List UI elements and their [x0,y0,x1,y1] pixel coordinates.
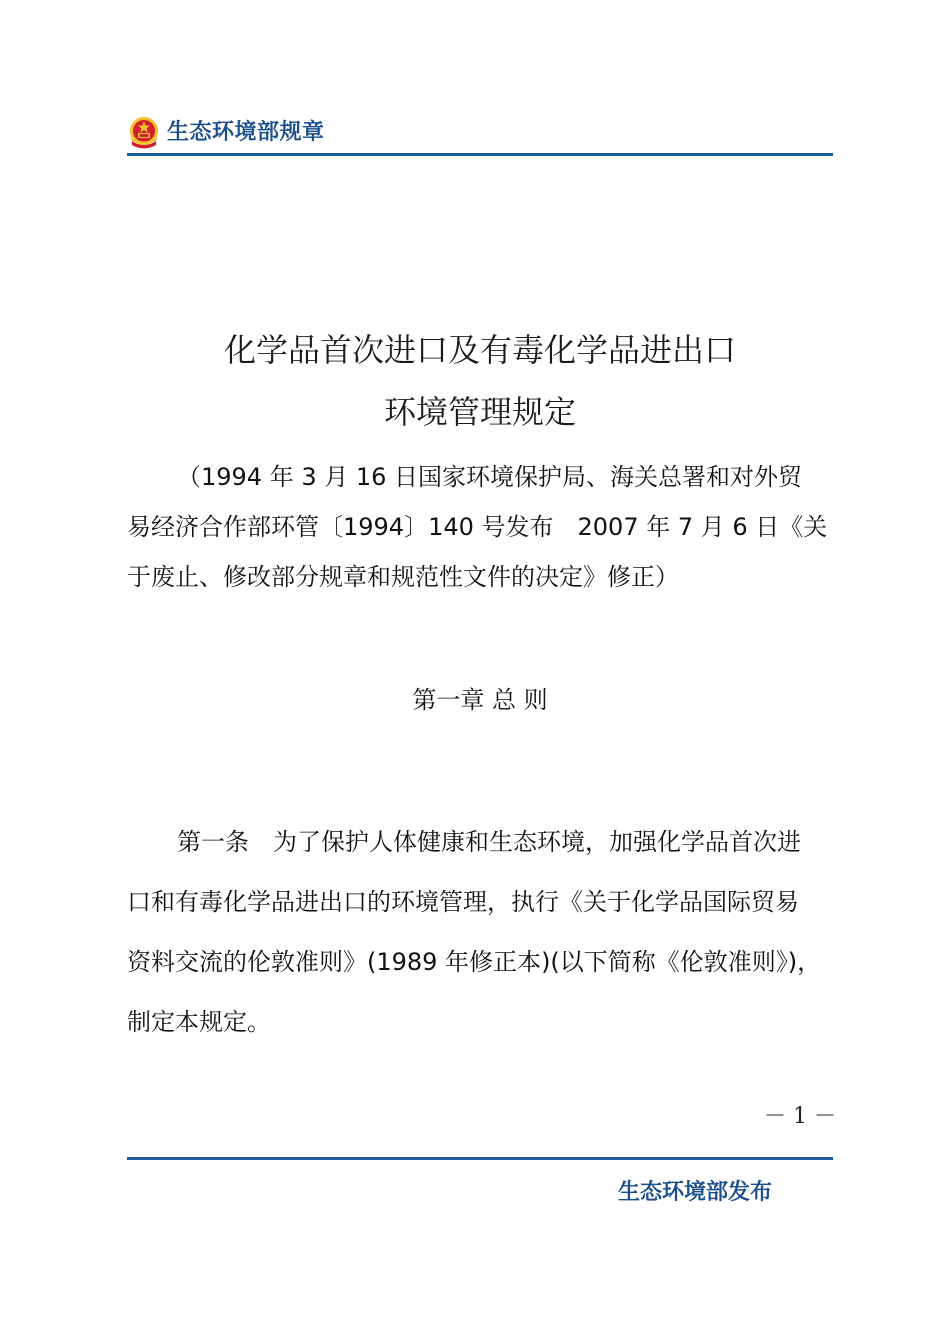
issuance-note [127,452,833,602]
article-1 [127,818,833,1058]
article-line: 资料交流的伦敦准则》(1989 年修正本)(以下简称《伦敦准则》)， [127,948,822,976]
footer-divider [127,1157,833,1160]
page-header [127,112,833,156]
page-number: － 1 － [764,1104,836,1129]
header-title: 生态环境部规章 [167,120,325,145]
document-title-line-2: 环境管理规定 [383,393,576,431]
footer-publisher: 生态环境部发布 [618,1180,773,1205]
issuance-note-line: 易经济合作部环管〔1994〕140 号发布 2007 年 7 月 6 日《关 [127,513,828,541]
issuance-note-line: （1994 年 3 月 16 日国家环境保护局、海关总署和对外贸 [177,463,803,491]
header-divider [127,153,833,156]
article-line: 制定本规定。 [127,1008,271,1036]
chapter-heading: 第一章 总 则 [412,686,548,714]
national-emblem-icon [127,115,161,151]
issuance-note-line: 于废止、修改部分规章和规范性文件的决定》修正） [127,563,679,591]
document-title-line-1: 化学品首次进口及有毒化学品进出口 [223,331,736,369]
article-line: 第一条 为了保护人体健康和生态环境，加强化学品首次进 [177,828,801,856]
article-line: 口和有毒化学品进出口的环境管理，执行《关于化学品国际贸易 [127,888,799,916]
